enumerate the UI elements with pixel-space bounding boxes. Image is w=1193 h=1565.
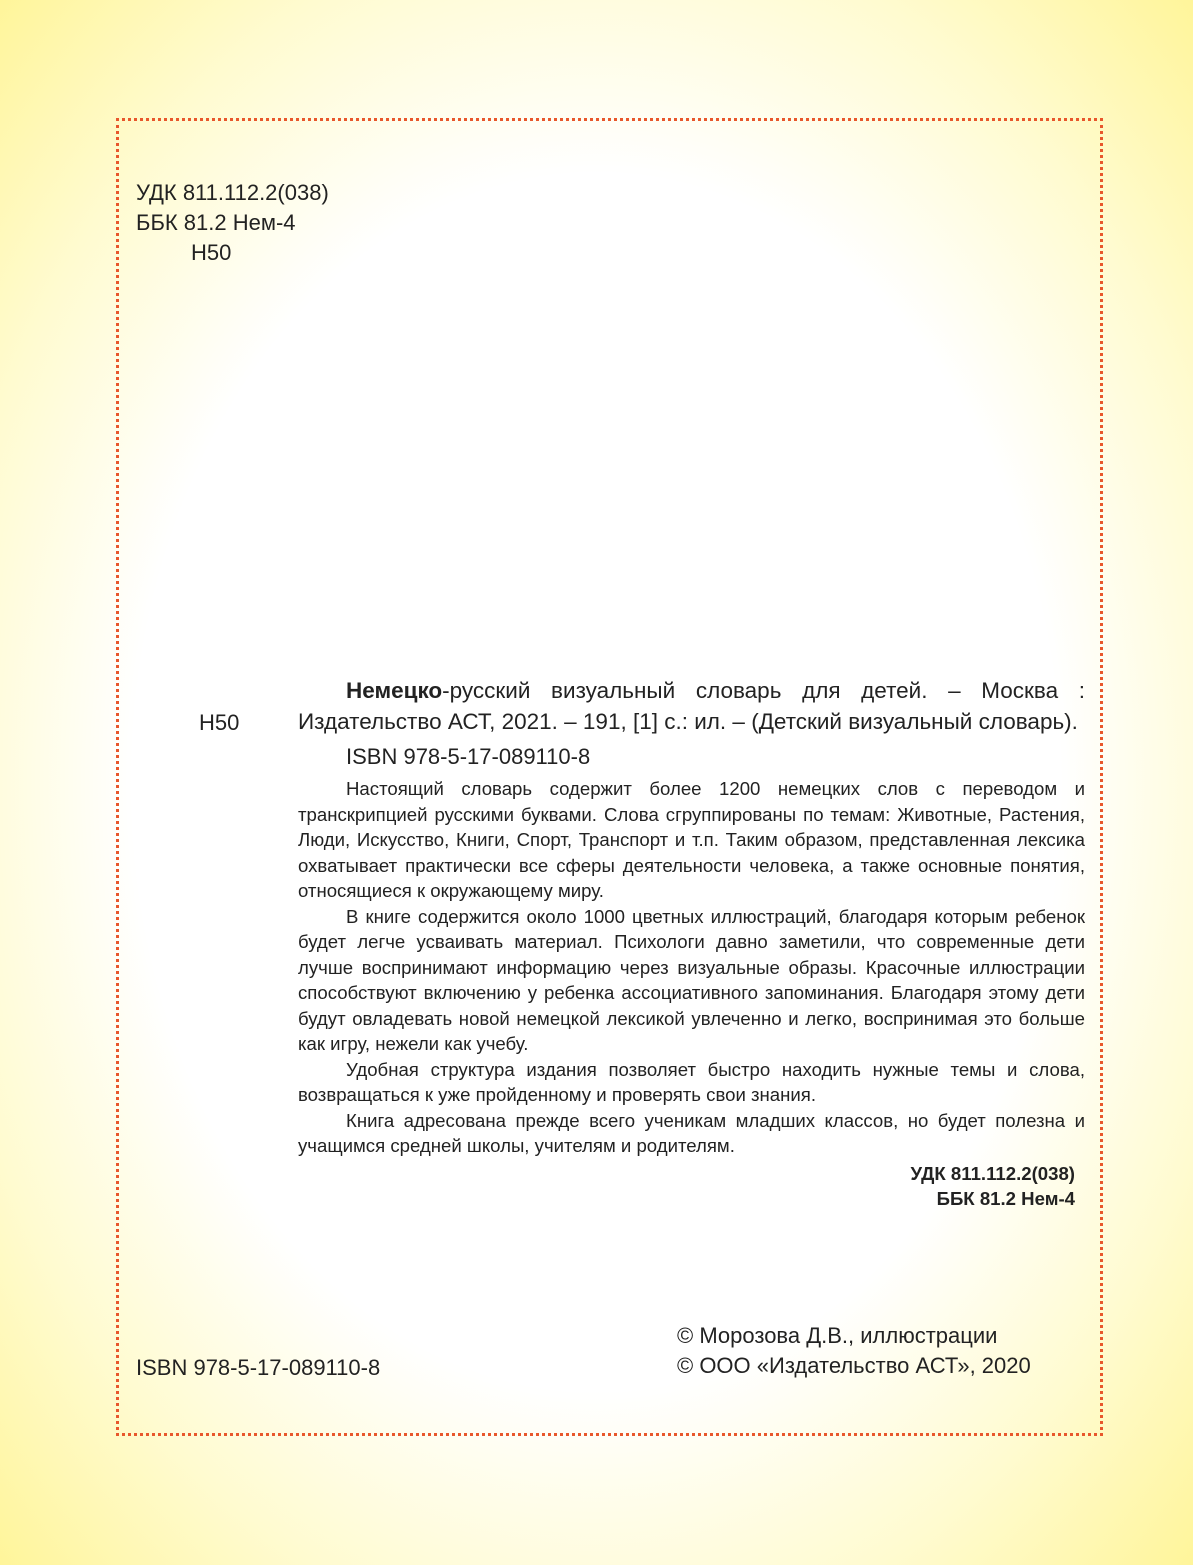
author-mark: Н50 bbox=[191, 240, 232, 265]
copyright-illustrations: © Морозова Д.В., иллюстрации bbox=[677, 1323, 998, 1348]
footer-bbk-code: ББК 81.2 Нем-4 bbox=[936, 1188, 1075, 1209]
udk-code: УДК 811.112.2(038) bbox=[136, 180, 329, 205]
bibliographic-description bbox=[298, 675, 1085, 737]
abstract-paragraph: В книге содержится около 1000 цветных иллюстраций, благодаря которым ребенок будет легче усваивать материал. Психологи давно заметили, что современные дети лучше воспринимают информацию через визуальные образы. Красочные иллюстрации способствуют включению у ребенка ассоциативного запоминания. Благодаря этому дети будут овладевать новой немецкой лексикой увлеченно и легко, воспринимая это больше как игру, нежели как учебу. bbox=[298, 905, 1085, 1054]
footer-codes bbox=[298, 1161, 1085, 1212]
bibliographic-record bbox=[298, 675, 1085, 1212]
bbk-code: ББК 81.2 Нем-4 bbox=[136, 210, 296, 235]
isbn-bottom: ISBN 978-5-17-089110-8 bbox=[136, 1355, 381, 1380]
classification-codes bbox=[136, 178, 329, 268]
abstract bbox=[298, 776, 1085, 1159]
footer-udk-code: УДК 811.112.2(038) bbox=[910, 1162, 1075, 1184]
isbn-record: ISBN 978-5-17-089110-8 bbox=[346, 744, 591, 769]
side-author-mark: Н50 bbox=[199, 710, 240, 735]
copyright-block bbox=[677, 1321, 1031, 1381]
abstract-paragraph: Книга адресована прежде всего ученикам младших классов, но будет полезна и учащимся средней школы, учителям и родителям. bbox=[298, 1109, 1085, 1156]
book-description: -русский визуальный словарь для детей. – Москва : Издательство АСТ, 2021. – 191, [1] с.: ил. – (Детский визуальный словарь). bbox=[298, 678, 1085, 734]
book-title-bold: Немецко bbox=[346, 678, 443, 703]
abstract-paragraph: Удобная структура издания позволяет быстро находить нужные темы и слова, возвращаться к уже пройденному и проверять свои знания. bbox=[298, 1058, 1085, 1105]
abstract-paragraph: Настоящий словарь содержит более 1200 немецких слов с переводом и транскрипцией русскими буквами. Слова сгруппированы по темам: Животные, Растения, Люди, Искусство, Книги, Спорт, Транспорт и т.п. Таким образом, представленная лексика охватывает практически все сферы деятельности человека, а также основные понятия, относящиеся к окружающему миру. bbox=[298, 778, 1085, 901]
copyright-publisher: © ООО «Издательство АСТ», 2020 bbox=[677, 1353, 1031, 1378]
